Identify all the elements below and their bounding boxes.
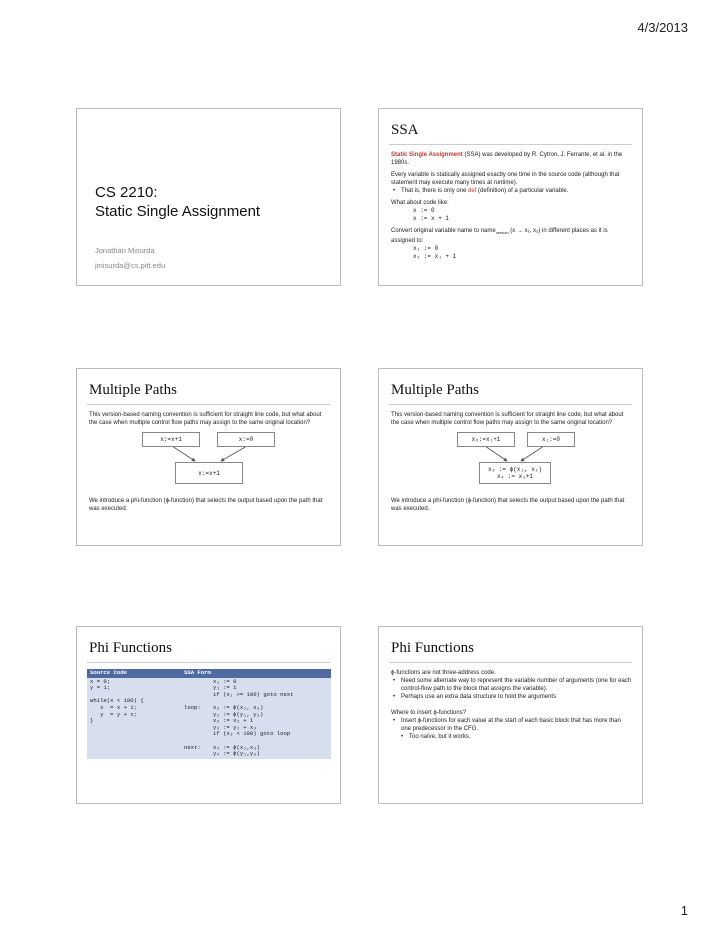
course-code: CS 2210: bbox=[95, 184, 158, 201]
source-code-cell: x = 0; y = 1; while(x < 100) { x = x + 1; y = y + x; } bbox=[87, 678, 181, 759]
intro-paragraph: This version-based naming convention is sufficient for straight line code, but what about the case when multiple control flow paths may assign to the same original location? bbox=[391, 412, 624, 426]
cfg-block-left: x:=x+1 bbox=[142, 432, 200, 447]
slide-title bbox=[76, 108, 341, 286]
title-divider bbox=[389, 662, 632, 663]
slide-body bbox=[391, 151, 632, 261]
slide-ssa bbox=[378, 108, 643, 286]
title-divider bbox=[389, 144, 632, 145]
author-name: Jonathan Misurda bbox=[95, 246, 155, 255]
code-comparison-table bbox=[87, 669, 331, 759]
cfg-arrows bbox=[77, 369, 341, 546]
presentation-title: Static Single Assignment bbox=[95, 203, 261, 220]
slide-multiple-paths-1 bbox=[76, 368, 341, 546]
outro-paragraph: We introduce a phi-function (ϕ-function) that selects the output based upon the path that was executed. bbox=[391, 498, 625, 512]
title-divider bbox=[87, 662, 330, 663]
insert-phi-bullet: • Insert ϕ-functions for each value at the start of each basic block that has more than one predecessor in the CFG. bbox=[391, 717, 632, 733]
author-email: jmisurda@cs.pitt.edu bbox=[95, 261, 166, 270]
slide-title-heading: Multiple Paths bbox=[89, 382, 177, 398]
ssa-form-header: SSA Form bbox=[181, 669, 331, 678]
extra-structure-bullet: • Perhaps use an extra data structure to hold the arguments bbox=[391, 693, 632, 701]
intro-paragraph: This version-based naming convention is sufficient for straight line code, but what about the case when multiple control flow paths may assign to the same original location? bbox=[89, 412, 322, 426]
outro-paragraph: We introduce a phi-function (ϕ-function) that selects the output based upon the path that was executed. bbox=[89, 498, 323, 512]
slide-phi-functions-1 bbox=[76, 626, 341, 804]
ssa-origin-paragraph: Static Single Assignment (SSA) was developed by R. Cytron, J. Ferrante, et al. in the 1980s. bbox=[391, 152, 623, 166]
slide-multiple-paths-2 bbox=[378, 368, 643, 546]
slide-phi-functions-2 bbox=[378, 626, 643, 804]
cfg-block-join: x₃ := ϕ(x₁, x₂) x₄ := x₃+1 bbox=[479, 462, 551, 484]
slide-title-heading: SSA bbox=[391, 122, 419, 138]
source-code-header: Source Code bbox=[87, 669, 181, 678]
slide-body bbox=[391, 669, 632, 741]
cfg-block-left: x₂:=x₁+1 bbox=[457, 432, 515, 447]
ssa-code-cell: x₁ := 0 y₁ := 1 if (x₁ >= 100) goto next x₂ := ϕ(x₁, x₃) y₂ := ϕ(y₁, y₃) x₃ := x₂ + 1 y₃ := y₂ + x₃ if (x₃ < 100) goto loop x₄ := ϕ(x₁,x₃) y₄ := ϕ(y₁,y₃) bbox=[210, 678, 331, 759]
rename-paragraph: Convert original variable name to name$_{version}$ (x → x₁, x₂) in different places as it is assigned to: bbox=[391, 228, 608, 245]
question-paragraph: What about code like: bbox=[391, 200, 449, 206]
slide-title-heading: Phi Functions bbox=[89, 640, 172, 656]
cfg-block-right: x:=0 bbox=[217, 432, 275, 447]
cfg-arrows bbox=[379, 369, 643, 546]
ssa-definition-paragraph: Every variable is statically assigned exactly one time in the source code (although that statement may execute many times at runtime). bbox=[391, 172, 620, 186]
code-example-2: x₁ := 0 x₂ := x₁ + 1 bbox=[413, 245, 457, 261]
three-address-paragraph: ϕ-functions are not three-address code. bbox=[391, 670, 496, 676]
page-number: 1 bbox=[680, 903, 688, 918]
variable-args-bullet: • Need some alternate way to represent the variable number of arguments (one for each control-flow path to the block that assigns the variable). bbox=[391, 677, 632, 693]
cfg-block-join: x:=x+1 bbox=[175, 462, 243, 484]
where-insert-paragraph: Where to insert ϕ-functions? bbox=[391, 710, 467, 716]
cfg-block-right: x₁:=0 bbox=[527, 432, 575, 447]
naive-subbullet: • Too naïve, but it works. bbox=[391, 733, 632, 741]
code-example-1: x := 0 x := x + 1 bbox=[413, 207, 450, 222]
slide-title-heading: Multiple Paths bbox=[391, 382, 479, 398]
page-date: 4/3/2013 bbox=[637, 20, 688, 35]
single-def-bullet: • That is, there is only one def (definition) of a particular variable. bbox=[391, 187, 632, 195]
slide-title-heading: Phi Functions bbox=[391, 640, 474, 656]
ssa-labels-cell: loop: next: bbox=[181, 678, 210, 759]
